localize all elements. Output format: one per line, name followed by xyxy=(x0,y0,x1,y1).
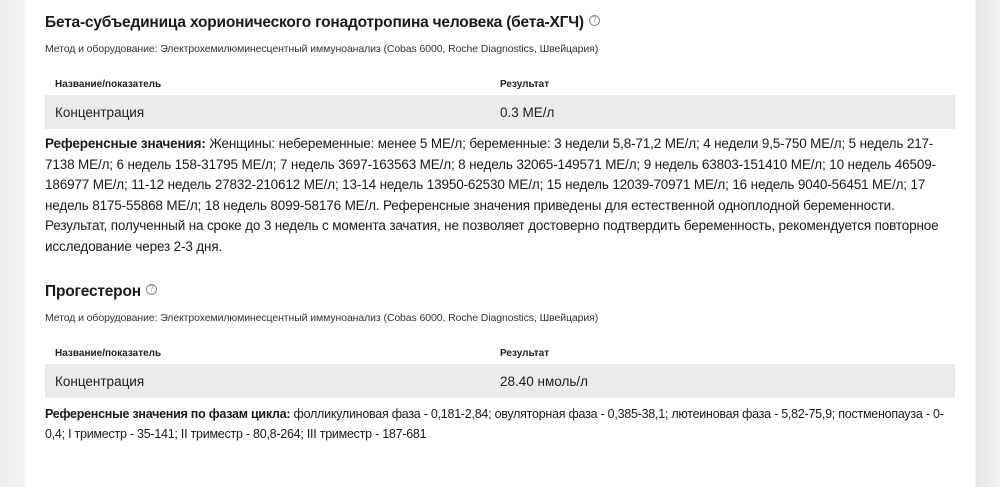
section-title xyxy=(45,13,955,33)
row-name: Концентрация xyxy=(55,104,145,120)
method-text: Метод и оборудование: Электрохемилюминесцентный иммуноанализ (Cobas 6000, Roche Diagnostics, Швейцария) xyxy=(45,43,599,55)
row-result: 0.3 МЕ/л xyxy=(500,104,555,120)
column-header-result: Результат xyxy=(500,78,550,90)
results-table xyxy=(45,73,955,129)
table-row xyxy=(45,95,955,129)
results-table xyxy=(45,342,955,398)
reference-label: Референсные значения: xyxy=(45,136,206,151)
reference-text: Женщины: небеременные: менее 5 МЕ/л; беременные: 3 недели 5,8-71,2 МЕ/л; 4 недели 9,5-750 МЕ/л; 5 недель 217-7138 МЕ/л; 6 недель 158-31795 МЕ/л; 7 недель 3697-163563 МЕ/л; 8 недель 32065-149571 МЕ/л; 9 недель 63803-151410 МЕ/л; 10 недель 46509-186977 МЕ/л; 11-12 недель 27832-210612 МЕ/л; 13-14 недель 13950-62530 МЕ/л; 15 недель 12039-70971 МЕ/л; 16 недель 9040-56451 МЕ/л; 17 недель 8175-55868 МЕ/л; 18 недель 8099-58176 МЕ/л. Референсные значения приведены для естественной одноплодной беременности. Результат, полученный на сроке до 3 недель с момента зачатия, не позволяет достоверно подтвердить беременность, рекомендуется повторное исследование через 2-3 дня. xyxy=(45,136,939,254)
question-circle-icon[interactable]: ? xyxy=(146,284,157,295)
results-card xyxy=(25,0,975,487)
method-text: Метод и оборудование: Электрохемилюминесцентный иммуноанализ (Cobas 6000, Roche Diagnostics, Швейцария) xyxy=(45,312,599,324)
reference-text: фолликулиновая фаза - 0,181-2,84; овуляторная фаза - 0,385-38,1; лютеиновая фаза - 5,82-75,9; постменопауза - 0-0,4; I триместр - 35-141; II триместр - 80,8-264; III триместр - 187-681 xyxy=(45,407,944,441)
column-header-name: Название/показатель xyxy=(55,78,162,90)
question-circle-icon[interactable]: ? xyxy=(589,15,600,26)
reference-values xyxy=(45,134,955,257)
row-name: Концентрация xyxy=(55,373,145,389)
table-header xyxy=(45,342,955,364)
row-result: 28.40 нмоль/л xyxy=(500,373,589,389)
reference-label: Референсные значения по фазам цикла: xyxy=(45,407,291,421)
section-title-text: Бета-субъединица хорионического гонадотропина человека (бета-ХГЧ) xyxy=(45,14,584,31)
section-progesterone xyxy=(45,282,955,444)
section-beta-hcg xyxy=(45,13,955,257)
section-title-text: Прогестерон xyxy=(45,283,141,300)
reference-values xyxy=(45,404,955,444)
table-header xyxy=(45,73,955,95)
column-header-name: Название/показатель xyxy=(55,347,162,359)
table-row xyxy=(45,364,955,398)
column-header-result: Результат xyxy=(500,347,550,359)
section-title xyxy=(45,282,955,302)
